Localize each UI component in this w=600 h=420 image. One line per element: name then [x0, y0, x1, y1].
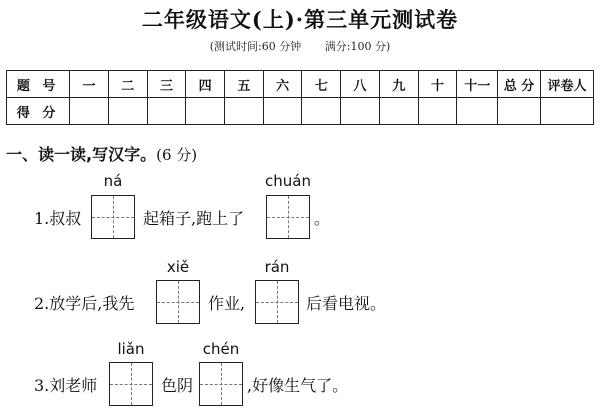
q2-middle: 作业, [208, 294, 246, 313]
page-title: 二年级语文(上)·第三单元测试卷 [141, 7, 459, 32]
score-cell-evaluator[interactable] [540, 98, 593, 125]
header-cell-q8: 八 [341, 71, 380, 98]
header-cell-q7: 七 [302, 71, 341, 98]
score-cell-q11[interactable] [457, 98, 498, 125]
q1-pinyin-1: ná [103, 172, 123, 190]
q3-pinyin-2: chén [202, 340, 240, 358]
score-cell-q7[interactable] [302, 98, 341, 125]
exam-info [0, 38, 600, 54]
score-cell-q5[interactable] [225, 98, 264, 125]
header-cell-q9: 九 [379, 71, 418, 98]
score-table [6, 70, 594, 125]
q1-suffix: 。 [314, 209, 331, 228]
score-row-label: 得 分 [7, 98, 70, 125]
header-cell-q2: 二 [108, 71, 147, 98]
q2-answer-box-1[interactable] [156, 280, 200, 324]
q1-middle: 起箱子,跑上了 [143, 209, 245, 228]
header-cell-q6: 六 [263, 71, 302, 98]
header-cell-q5: 五 [225, 71, 264, 98]
header-cell-q1: 一 [70, 71, 109, 98]
q2-suffix: 后看电视。 [306, 294, 387, 313]
section-1-title: 一、读一读,写汉字。 [6, 145, 157, 164]
header-cell-label: 题 号 [7, 71, 70, 98]
q3-suffix: ,好像生气了。 [247, 376, 349, 395]
time-note: (测试时间:60 分钟 [209, 40, 302, 53]
score-cell-q4[interactable] [186, 98, 225, 125]
q3-answer-box-2[interactable] [199, 362, 243, 406]
q1-prefix: 1.叔叔 [34, 209, 82, 228]
score-cell-q6[interactable] [263, 98, 302, 125]
q2-pinyin-1: xiě [166, 258, 190, 276]
header-cell-evaluator: 评卷人 [540, 71, 593, 98]
q1-answer-box-2[interactable] [266, 195, 310, 239]
section-1-heading [6, 142, 197, 165]
score-table-header-row [7, 71, 594, 98]
q3-prefix: 3.刘老师 [34, 376, 98, 395]
header-cell-q3: 三 [147, 71, 186, 98]
header-cell-q4: 四 [186, 71, 225, 98]
score-cell-total[interactable] [498, 98, 541, 125]
q3-middle: 色阴 [161, 376, 194, 395]
header-cell-q10: 十 [418, 71, 457, 98]
section-1-points: (6 分) [156, 146, 198, 164]
q3-answer-box-1[interactable] [109, 362, 153, 406]
score-note: 满分:100 分) [324, 40, 391, 53]
q2-prefix: 2.放学后,我先 [34, 294, 135, 313]
score-table-score-row [7, 98, 594, 125]
score-cell-q8[interactable] [341, 98, 380, 125]
q3-pinyin-1: liǎn [117, 340, 145, 358]
score-cell-q3[interactable] [147, 98, 186, 125]
q2-pinyin-2: rán [264, 258, 290, 276]
q2-answer-box-2[interactable] [255, 280, 299, 324]
score-cell-q9[interactable] [379, 98, 418, 125]
q1-answer-box-1[interactable] [91, 195, 135, 239]
score-cell-q10[interactable] [418, 98, 457, 125]
header-cell-total: 总 分 [498, 71, 541, 98]
score-cell-q2[interactable] [108, 98, 147, 125]
header-cell-q11: 十一 [457, 71, 498, 98]
score-cell-q1[interactable] [70, 98, 109, 125]
q1-pinyin-2: chuán [265, 172, 311, 190]
